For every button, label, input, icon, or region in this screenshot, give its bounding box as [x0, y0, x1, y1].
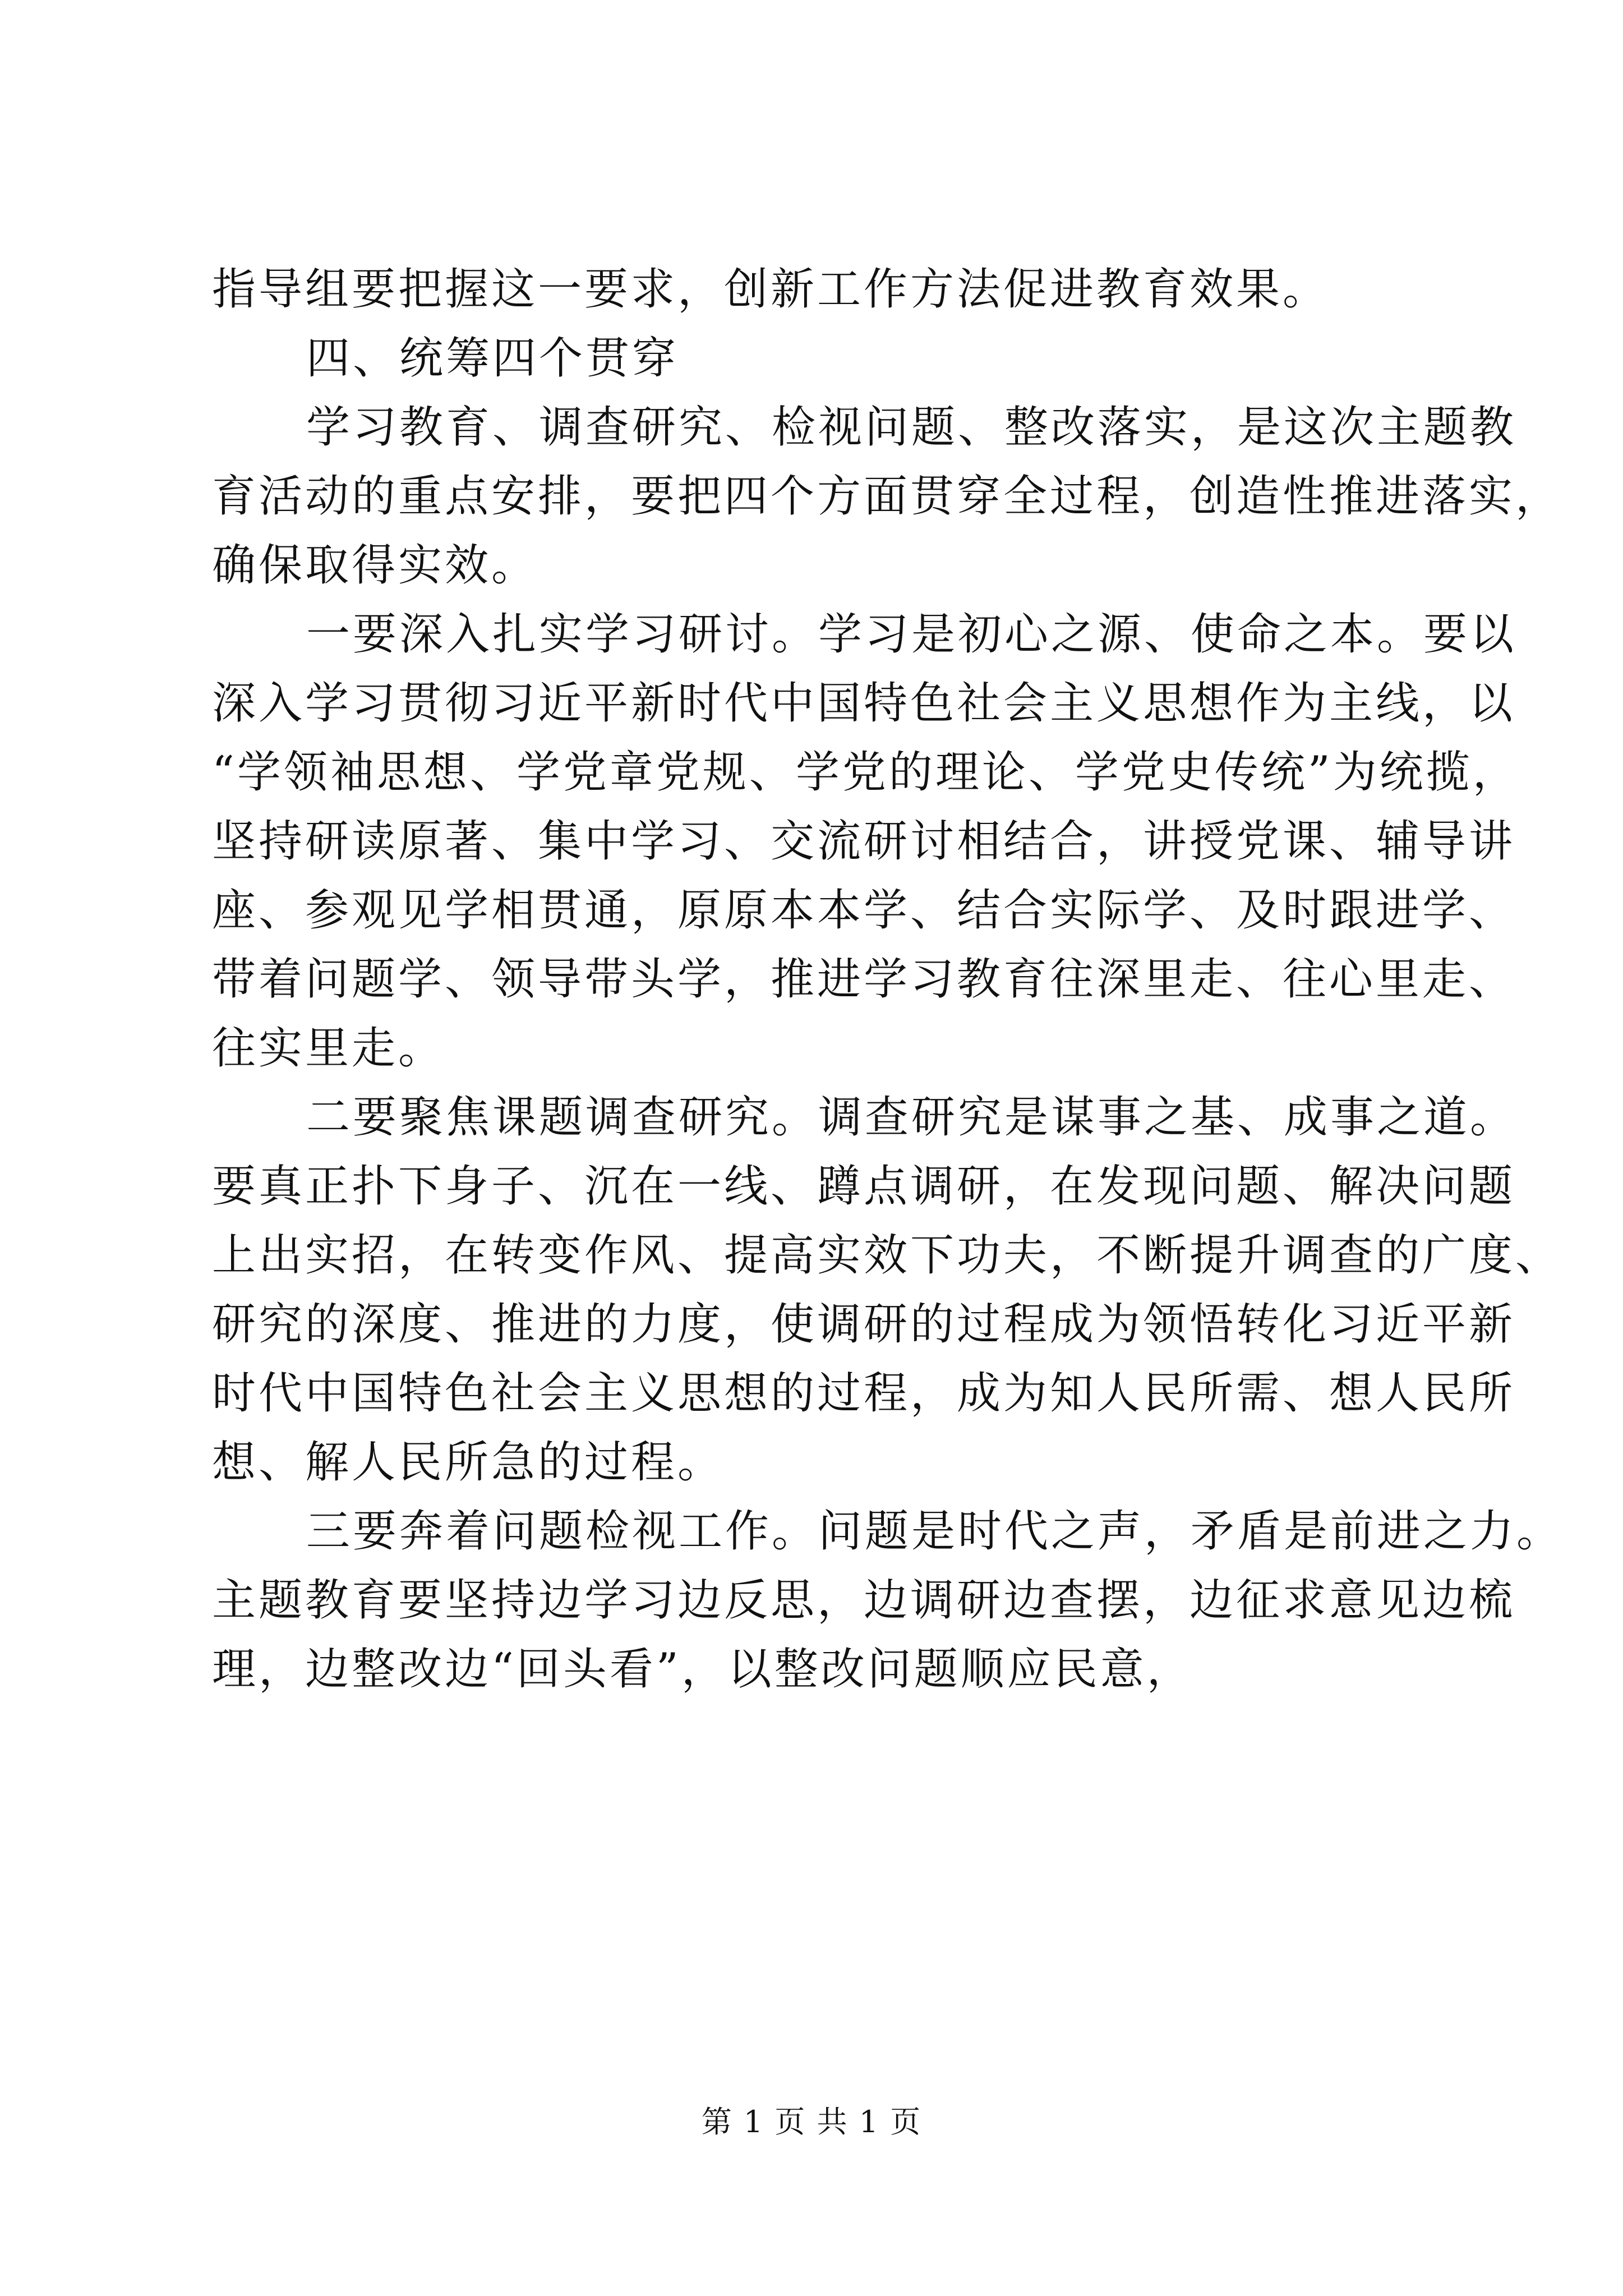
body-line: 时代中国特色社会主义思想的过程，成为知人民所需、想人民所 [212, 1368, 1516, 1419]
body-line: 学习教育、调查研究、检视问题、整改落实，是这次主题教 [306, 402, 1517, 453]
body-line: 想、解人民所急的过程。 [212, 1437, 725, 1488]
body-line: 往实里走。 [212, 1023, 445, 1074]
document-body [212, 255, 1564, 1704]
body-line: 主题教育要坚持边学习边反思，边调研边查摆，边征求意见边梳 [212, 1575, 1516, 1626]
section-heading: 四、统筹四个贯穿 [306, 333, 679, 384]
body-line: 确保取得实效。 [212, 540, 538, 591]
body-line: “学领袖思想、学党章党规、学党的理论、学党史传统”为统揽， [212, 747, 1519, 798]
body-line: 深入学习贯彻习近平新时代中国特色社会主义思想作为主线，以 [212, 678, 1516, 729]
page-footer [0, 2098, 1623, 2141]
body-line: 带着问题学、领导带头学，推进学习教育往深里走、往心里走、 [212, 954, 1516, 1005]
body-line: 研究的深度、推进的力度，使调研的过程成为领悟转化习近平新 [212, 1299, 1516, 1350]
body-line: 育活动的重点安排，要把四个方面贯穿全过程，创造性推进落实， [212, 471, 1562, 522]
body-line: 一要深入扎实学习研讨。学习是初心之源、使命之本。要以 [306, 609, 1517, 660]
body-line: 座、参观见学相贯通，原原本本学、结合实际学、及时跟进学、 [212, 885, 1516, 936]
body-line: 三要奔着问题检视工作。问题是时代之声，矛盾是前进之力。 [306, 1506, 1564, 1557]
body-line: 指导组要把握这一要求，创新工作方法促进教育效果。 [212, 264, 1330, 315]
body-line: 二要聚焦课题调查研究。调查研究是谋事之基、成事之道。 [306, 1092, 1517, 1143]
body-line: 坚持研读原著、集中学习、交流研讨相结合，讲授党课、辅导讲 [212, 816, 1516, 867]
body-line: 上出实招，在转变作风、提高实效下功夫，不断提升调查的广度、 [212, 1230, 1562, 1281]
body-line: 理，边整改边“回头看”，以整改问题顺应民意， [212, 1644, 1193, 1695]
body-line: 要真正扑下身子、沉在一线、蹲点调研，在发现问题、解决问题 [212, 1161, 1516, 1212]
page-number-label: 第 1 页 共 1 页 [701, 2104, 922, 2139]
